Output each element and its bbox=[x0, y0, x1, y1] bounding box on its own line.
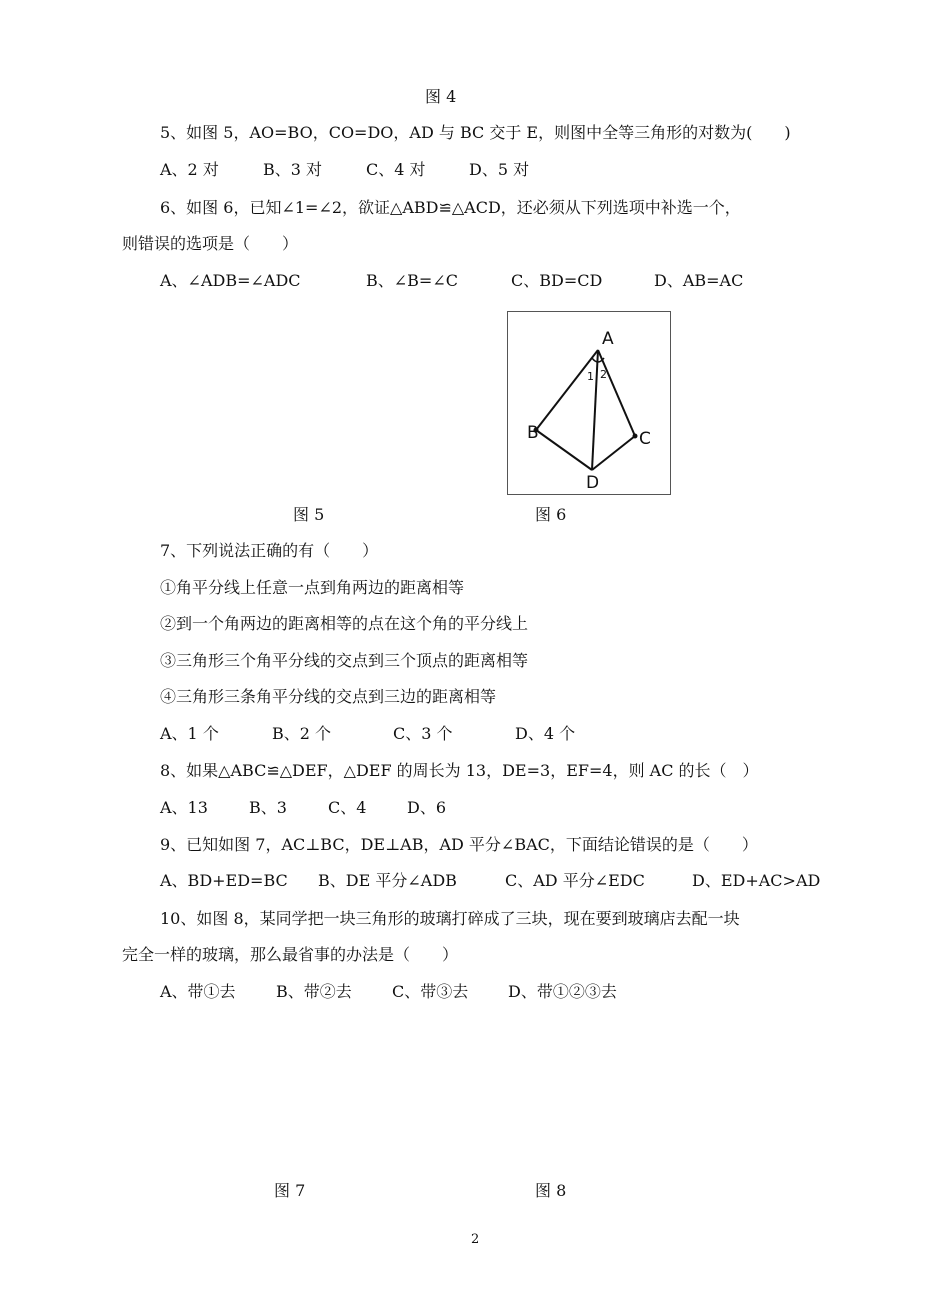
figure-4-caption: 图 4 bbox=[425, 87, 457, 106]
q8-option-c: C、4 bbox=[328, 798, 367, 817]
q10-option-a: A、带①去 bbox=[160, 982, 236, 1001]
page-number: 2 bbox=[471, 1232, 480, 1247]
q7-option-a: A、1 个 bbox=[160, 724, 219, 743]
question-10-stem-line1: 10、如图 8，某同学把一块三角形的玻璃打碎成了三块，现在要到玻璃店去配一块 bbox=[160, 909, 740, 928]
segment-bd bbox=[536, 430, 592, 470]
q9-option-d: D、ED+AC>AD bbox=[692, 871, 821, 890]
question-8-stem: 8、如果△ABC≌△DEF，△DEF 的周长为 13，DE=3，EF=4，则 AC 的长（ ） bbox=[160, 761, 759, 780]
q9-option-c: C、AD 平分∠EDC bbox=[505, 871, 645, 890]
q8-option-a: A、13 bbox=[160, 798, 208, 817]
question-5-options bbox=[160, 159, 529, 181]
q5-option-d: D、5 对 bbox=[469, 160, 530, 179]
label-angle-1: 1 bbox=[587, 370, 594, 383]
label-c: C bbox=[639, 429, 651, 449]
q7-option-d: D、4 个 bbox=[515, 724, 576, 743]
figure-6 bbox=[507, 311, 671, 495]
question-10-stem-line2: 完全一样的玻璃，那么最省事的办法是（ ） bbox=[122, 945, 459, 964]
q7-statement-3: ③三角形三个角平分线的交点到三个顶点的距离相等 bbox=[160, 651, 529, 670]
q7-option-c: C、3 个 bbox=[393, 724, 453, 743]
segment-ab bbox=[536, 350, 598, 430]
figure-7-caption: 图 7 bbox=[274, 1181, 306, 1200]
q10-option-b: B、带②去 bbox=[276, 982, 352, 1001]
q10-option-d: D、带①②③去 bbox=[508, 982, 617, 1001]
question-6-stem-line2: 则错误的选项是（ ） bbox=[122, 234, 299, 253]
figure-5-caption: 图 5 bbox=[293, 505, 325, 524]
label-b: B bbox=[527, 423, 539, 443]
question-8-options bbox=[160, 797, 446, 819]
question-5-stem: 5、如图 5，AO=BO，CO=DO，AD 与 BC 交于 E，则图中全等三角形的对数为( ) bbox=[160, 123, 791, 142]
question-6-options bbox=[160, 270, 743, 292]
question-7-options bbox=[160, 723, 575, 745]
q5-option-b: B、3 对 bbox=[263, 160, 323, 179]
q7-statement-4: ④三角形三条角平分线的交点到三边的距离相等 bbox=[160, 687, 497, 706]
q9-option-b: B、DE 平分∠ADB bbox=[318, 871, 457, 890]
q8-option-d: D、6 bbox=[407, 798, 447, 817]
q6-option-a: A、∠ADB=∠ADC bbox=[160, 271, 301, 290]
figure-6-drawing bbox=[508, 312, 670, 494]
segment-ac bbox=[598, 350, 635, 436]
q10-option-c: C、带③去 bbox=[392, 982, 469, 1001]
q7-statement-1: ①角平分线上任意一点到角两边的距离相等 bbox=[160, 578, 465, 597]
q6-option-c: C、BD=CD bbox=[511, 271, 603, 290]
figure-8-caption: 图 8 bbox=[535, 1181, 567, 1200]
q5-option-a: A、2 对 bbox=[160, 160, 219, 179]
label-angle-2: 2 bbox=[600, 368, 607, 381]
segment-ad bbox=[592, 350, 598, 470]
q7-option-b: B、2 个 bbox=[272, 724, 332, 743]
q7-statement-2: ②到一个角两边的距离相等的点在这个角的平分线上 bbox=[160, 614, 529, 633]
question-10-options bbox=[160, 981, 617, 1003]
segment-cd bbox=[592, 436, 635, 470]
question-7-stem: 7、下列说法正确的有（ ） bbox=[160, 541, 379, 560]
point-c-dot bbox=[633, 434, 638, 439]
q6-option-d: D、AB=AC bbox=[654, 271, 744, 290]
question-6-stem-line1: 6、如图 6，已知∠1=∠2，欲证△ABD≌△ACD，还必须从下列选项中补选一个， bbox=[160, 198, 741, 217]
label-d: D bbox=[586, 473, 600, 493]
figure-6-caption: 图 6 bbox=[535, 505, 567, 524]
question-9-stem: 9、已知如图 7，AC⊥BC，DE⊥AB，AD 平分∠BAC，下面结论错误的是（ ） bbox=[160, 835, 758, 854]
q6-option-b: B、∠B=∠C bbox=[366, 271, 458, 290]
label-a: A bbox=[602, 329, 614, 349]
q5-option-c: C、4 对 bbox=[366, 160, 426, 179]
question-9-options bbox=[160, 870, 820, 892]
q9-option-a: A、BD+ED=BC bbox=[160, 871, 288, 890]
q8-option-b: B、3 bbox=[249, 798, 287, 817]
